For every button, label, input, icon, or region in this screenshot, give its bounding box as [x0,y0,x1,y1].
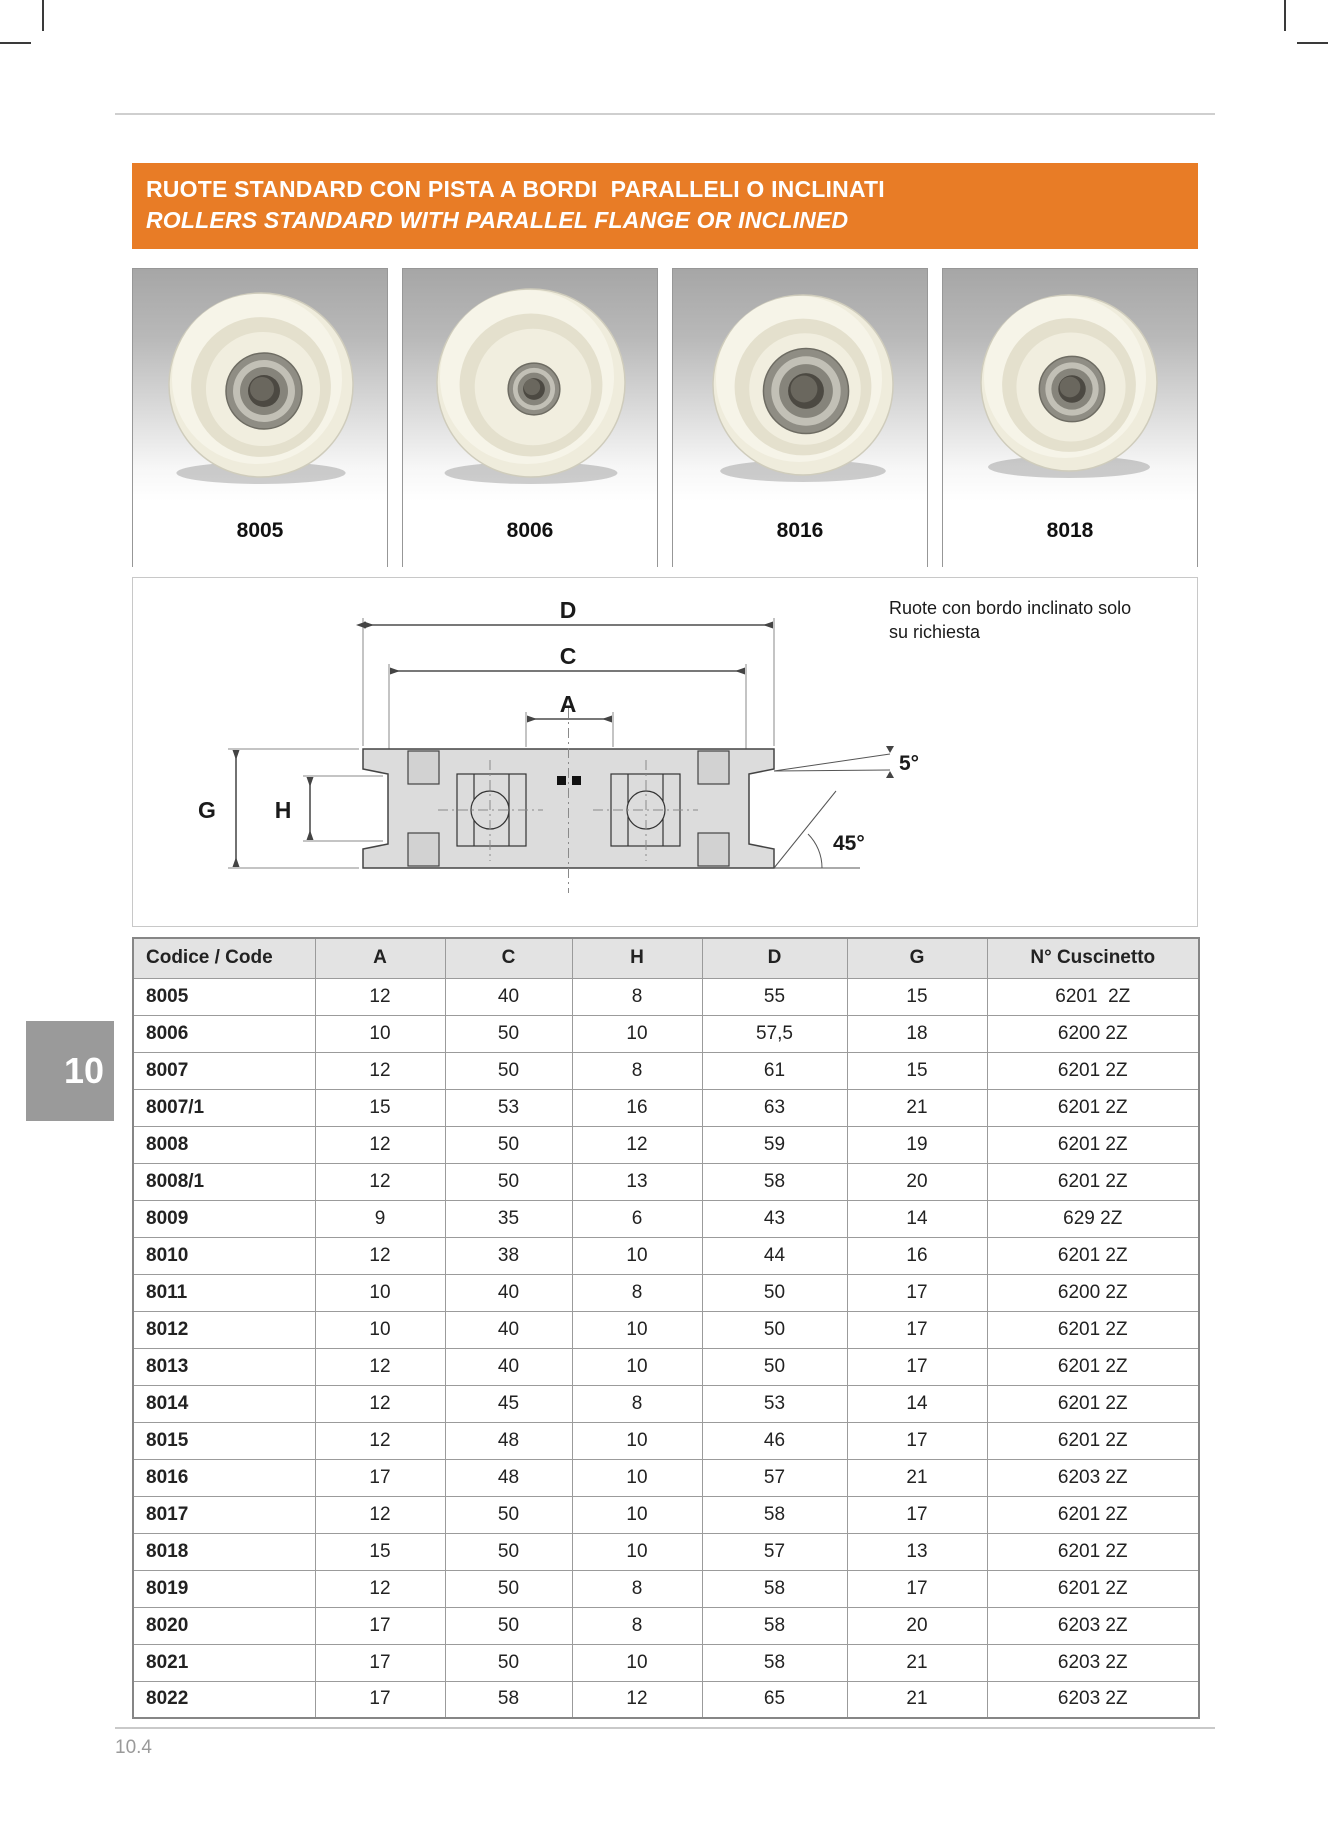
table-cell: 6203 2Z [987,1644,1199,1681]
product-photo-card [672,268,928,567]
table-cell: 58 [702,1607,847,1644]
table-cell: 17 [847,1274,987,1311]
table-cell: 6201 2Z [987,1348,1199,1385]
product-photo-row [132,268,1198,567]
table-cell: 10 [572,1015,702,1052]
table-cell: 15 [847,978,987,1015]
table-cell: 17 [315,1644,445,1681]
table-row [133,1089,1199,1126]
column-header: G [847,938,987,978]
table-row [133,1459,1199,1496]
table-row [133,1607,1199,1644]
spec-table [132,937,1200,1719]
top-divider [115,113,1215,115]
table-cell: 10 [572,1496,702,1533]
dim-label-C: C [559,643,577,669]
table-header-row [133,938,1199,978]
table-cell: 40 [445,1311,572,1348]
table-cell: 12 [315,1163,445,1200]
table-cell: 50 [445,1570,572,1607]
dim-label-H: H [274,797,292,823]
crop-mark-top-left-h [0,42,31,44]
footer-divider [115,1727,1215,1729]
table-cell: 17 [847,1348,987,1385]
table-cell: 65 [702,1681,847,1718]
diagram-note-line1: Ruote con bordo inclinato solo [889,598,1132,618]
table-cell: 50 [445,1015,572,1052]
table-cell: 12 [315,1570,445,1607]
table-cell: 16 [572,1089,702,1126]
table-cell: 8 [572,978,702,1015]
table-cell: 17 [847,1496,987,1533]
table-cell: 8006 [133,1015,315,1052]
table-cell: 12 [315,1052,445,1089]
table-cell: 20 [847,1607,987,1644]
table-cell: 10 [315,1015,445,1052]
table-cell: 8 [572,1570,702,1607]
table-row [133,978,1199,1015]
banner-title-italian: RUOTE STANDARD CON PISTA A BORDI PARALLELI O INCLINATI [146,176,885,202]
table-cell: 38 [445,1237,572,1274]
table-cell: 10 [572,1311,702,1348]
table-cell: 629 2Z [987,1200,1199,1237]
table-cell: 50 [702,1274,847,1311]
table-cell: 15 [847,1052,987,1089]
table-cell: 57 [702,1533,847,1570]
table-cell: 12 [315,978,445,1015]
table-cell: 40 [445,1274,572,1311]
table-row [133,1533,1199,1570]
table-cell: 6203 2Z [987,1459,1199,1496]
crop-mark-top-left-v [42,0,44,31]
table-cell: 48 [445,1422,572,1459]
dim-label-D: D [559,597,577,623]
product-photo-card [942,268,1198,567]
roller-photo-image [673,269,927,501]
column-header: N° Cuscinetto [987,938,1199,978]
table-cell: 6200 2Z [987,1015,1199,1052]
column-header: A [315,938,445,978]
table-cell: 8005 [133,978,315,1015]
table-row [133,1496,1199,1533]
table-row [133,1311,1199,1348]
table-cell: 8 [572,1274,702,1311]
product-code-label: 8005 [133,501,387,567]
table-cell: 17 [847,1311,987,1348]
table-cell: 20 [847,1163,987,1200]
table-cell: 8008/1 [133,1163,315,1200]
table-cell: 6201 2Z [987,1089,1199,1126]
table-cell: 8009 [133,1200,315,1237]
table-cell: 10 [572,1533,702,1570]
table-cell: 13 [847,1533,987,1570]
table-cell: 40 [445,1348,572,1385]
table-row [133,1681,1199,1718]
section-banner [132,163,1198,249]
table-cell: 50 [445,1533,572,1570]
table-cell: 46 [702,1422,847,1459]
table-cell: 58 [702,1570,847,1607]
table-cell: 6201 2Z [987,1237,1199,1274]
table-cell: 14 [847,1385,987,1422]
table-cell: 6201 2Z [987,1570,1199,1607]
table-cell: 8010 [133,1237,315,1274]
product-photo [403,269,657,501]
crop-mark-top-right-v [1284,0,1286,31]
table-cell: 8007 [133,1052,315,1089]
table-row [133,1200,1199,1237]
roller-photo-image [133,269,387,501]
table-cell: 55 [702,978,847,1015]
table-cell: 57,5 [702,1015,847,1052]
table-cell: 15 [315,1533,445,1570]
table-cell: 10 [572,1459,702,1496]
table-cell: 8021 [133,1644,315,1681]
table-cell: 6201 2Z [987,1311,1199,1348]
table-cell: 50 [445,1607,572,1644]
technical-diagram [132,577,1198,927]
table-cell: 50 [702,1311,847,1348]
product-photo [673,269,927,501]
product-photo [133,269,387,501]
dim-label-G: G [198,797,216,823]
table-cell: 6201 2Z [987,1163,1199,1200]
table-cell: 6201 2Z [987,1422,1199,1459]
table-cell: 6201 2Z [987,1496,1199,1533]
table-cell: 53 [702,1385,847,1422]
diagram-note [889,596,1189,644]
table-cell: 12 [315,1385,445,1422]
table-cell: 8014 [133,1385,315,1422]
table-cell: 61 [702,1052,847,1089]
table-cell: 10 [572,1237,702,1274]
table-cell: 17 [847,1422,987,1459]
table-cell: 21 [847,1681,987,1718]
table-cell: 8019 [133,1570,315,1607]
table-cell: 8013 [133,1348,315,1385]
table-cell: 16 [847,1237,987,1274]
table-cell: 17 [847,1570,987,1607]
chapter-tab: 10 [26,1021,114,1121]
table-cell: 6201 2Z [987,1052,1199,1089]
table-cell: 59 [702,1126,847,1163]
table-cell: 14 [847,1200,987,1237]
table-cell: 12 [315,1237,445,1274]
table-cell: 17 [315,1607,445,1644]
table-row [133,1422,1199,1459]
table-cell: 6201 2Z [987,1385,1199,1422]
roller-photo-image [403,269,657,501]
table-cell: 50 [702,1348,847,1385]
table-cell: 8020 [133,1607,315,1644]
table-cell: 6201 2Z [987,1126,1199,1163]
table-cell: 12 [315,1496,445,1533]
table-cell: 8022 [133,1681,315,1718]
column-header: C [445,938,572,978]
table-row [133,1163,1199,1200]
table-cell: 13 [572,1163,702,1200]
table-cell: 50 [445,1052,572,1089]
table-row [133,1385,1199,1422]
page-number: 10.4 [115,1737,152,1758]
table-cell: 18 [847,1015,987,1052]
table-cell: 6203 2Z [987,1607,1199,1644]
table-row [133,1237,1199,1274]
table-cell: 58 [702,1163,847,1200]
table-row [133,1274,1199,1311]
table-cell: 8007/1 [133,1089,315,1126]
table-cell: 6201 2Z [987,1533,1199,1570]
table-cell: 58 [445,1681,572,1718]
table-cell: 21 [847,1644,987,1681]
product-code-label: 8018 [943,501,1197,567]
table-cell: 8 [572,1607,702,1644]
table-cell: 21 [847,1089,987,1126]
table-cell: 12 [572,1126,702,1163]
table-cell: 8011 [133,1274,315,1311]
table-cell: 6201 2Z [987,978,1199,1015]
table-cell: 57 [702,1459,847,1496]
table-cell: 44 [702,1237,847,1274]
angle-label-45deg: 45° [833,832,865,855]
table-cell: 63 [702,1089,847,1126]
table-cell: 17 [315,1459,445,1496]
table-cell: 10 [315,1311,445,1348]
column-header: H [572,938,702,978]
table-row [133,1348,1199,1385]
table-cell: 12 [315,1348,445,1385]
table-cell: 48 [445,1459,572,1496]
table-cell: 10 [572,1422,702,1459]
crop-mark-top-right-h [1297,42,1328,44]
table-cell: 50 [445,1644,572,1681]
table-cell: 9 [315,1200,445,1237]
banner-title-english: ROLLERS STANDARD WITH PARALLEL FLANGE OR INCLINED [146,207,849,233]
table-cell: 8016 [133,1459,315,1496]
table-cell: 10 [315,1274,445,1311]
table-cell: 17 [315,1681,445,1718]
table-row [133,1126,1199,1163]
product-photo-card [132,268,388,567]
table-cell: 8015 [133,1422,315,1459]
product-photo-card [402,268,658,567]
table-cell: 50 [445,1126,572,1163]
angle-label-5deg: 5° [899,752,920,775]
table-cell: 40 [445,978,572,1015]
product-code-label: 8016 [673,501,927,567]
table-cell: 8012 [133,1311,315,1348]
table-cell: 8008 [133,1126,315,1163]
table-cell: 50 [445,1496,572,1533]
table-cell: 35 [445,1200,572,1237]
product-code-label: 8006 [403,501,657,567]
table-row [133,1052,1199,1089]
table-cell: 53 [445,1089,572,1126]
diagram-note-line2: su richiesta [889,622,981,642]
table-cell: 58 [702,1496,847,1533]
table-cell: 10 [572,1348,702,1385]
table-cell: 19 [847,1126,987,1163]
table-row [133,1570,1199,1607]
table-cell: 15 [315,1089,445,1126]
table-row [133,1015,1199,1052]
table-cell: 8 [572,1052,702,1089]
roller-photo-image [943,269,1197,501]
column-header: D [702,938,847,978]
table-cell: 6200 2Z [987,1274,1199,1311]
table-cell: 50 [445,1163,572,1200]
product-photo [943,269,1197,501]
table-cell: 8 [572,1385,702,1422]
table-row [133,1644,1199,1681]
table-cell: 12 [572,1681,702,1718]
table-cell: 21 [847,1459,987,1496]
table-cell: 8018 [133,1533,315,1570]
table-cell: 8017 [133,1496,315,1533]
column-header: Codice / Code [133,938,315,978]
table-cell: 10 [572,1644,702,1681]
table-cell: 12 [315,1422,445,1459]
table-cell: 6 [572,1200,702,1237]
table-cell: 6203 2Z [987,1681,1199,1718]
dim-label-A: A [559,691,577,717]
table-cell: 12 [315,1126,445,1163]
table-cell: 43 [702,1200,847,1237]
table-cell: 45 [445,1385,572,1422]
table-cell: 58 [702,1644,847,1681]
